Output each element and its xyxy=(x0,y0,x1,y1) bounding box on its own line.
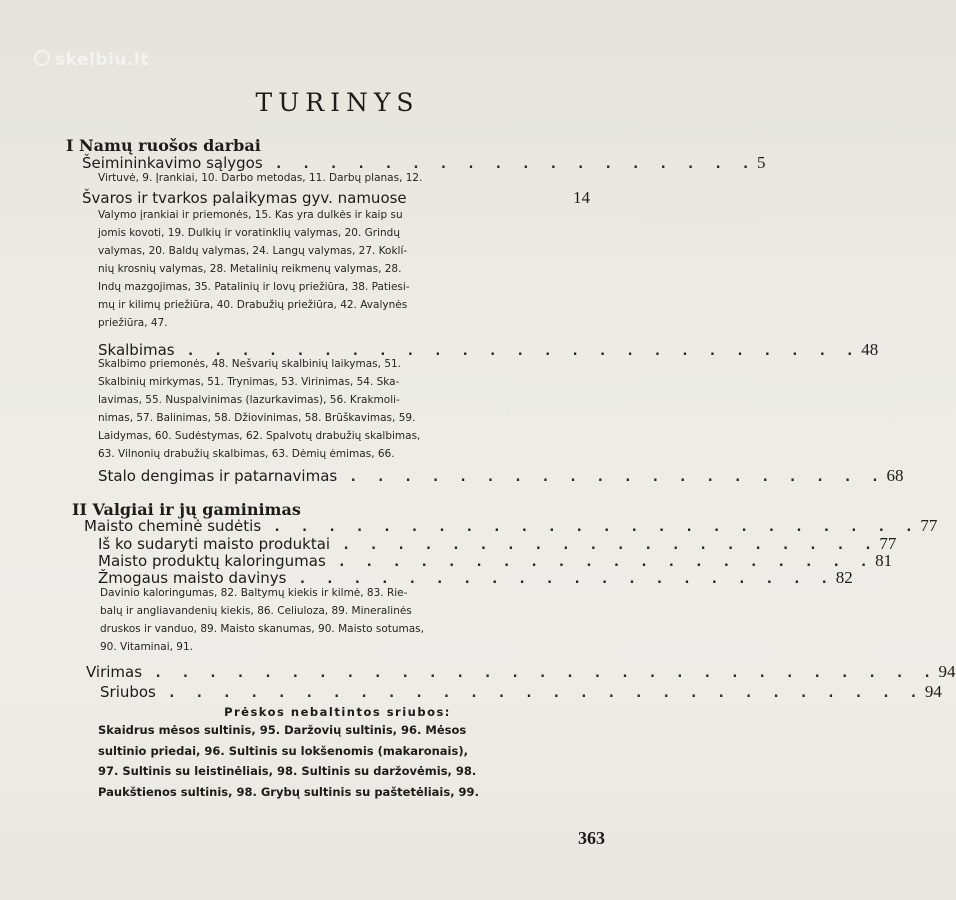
toc-entry-page: 48 xyxy=(861,340,879,359)
toc-entry-label: Stalo dengimas ir patarnavimas xyxy=(98,467,338,485)
toc-entry-label: Žmogaus maisto davinys xyxy=(98,569,287,587)
dot-leader: . . . . . . . . . . . . . . . . . . . . xyxy=(337,470,887,485)
dot-leader: . . . . . . . . . . . . . . . . . . . . . . . . . . . . xyxy=(155,686,925,701)
toc-entry-details: Davinio kaloringumas, 82. Baltymų kiekis ir kilmė, 83. Rie- balų ir angliavandenių kiekis, 86. Celiuloza, 89. Mineralinės druskos ir vanduo, 89. Maisto skanumas, 90. Maisto sotumas, 90. Vitaminai, 91. xyxy=(100,587,424,653)
toc-entry-page: 77 xyxy=(879,534,897,553)
watermark-icon xyxy=(34,50,50,66)
dot-leader: . . . . . . . . . . . . . . . . . . . . xyxy=(325,555,876,570)
dot-leader: . . . . . . . . . . . . . . . . . . . . xyxy=(286,572,836,587)
toc-entry-label: Sriubos xyxy=(100,683,156,701)
subheading: Prėskos nebaltintos sriubos: xyxy=(224,705,451,719)
toc-entry-details: Skalbimo priemonės, 48. Nešvarių skalbinių laikymas, 51. Skalbinių mirkymas, 51. Trynimas, 53. Virinimas, 54. Ska- lavimas, 55. Nuspalvinimas (lazurkavimas), 56. Krakmoli- nimas, 57. Balinimas, 58. Džiovinimas, 58. Brūškavimas, 59. Laidymas, 60. Sudėstymas, 62. Spalvotų drabužių skalbimas, 63. Vilnonių drabužių skalbimas, 63. Dėmių ėmimas, 66. xyxy=(98,358,421,460)
toc-entry-page: 81 xyxy=(875,551,893,570)
toc-entry-label: Virimas xyxy=(86,663,143,681)
toc-entry-page: 82 xyxy=(835,568,853,587)
toc-entry-page: 77 xyxy=(920,516,938,535)
page-number: 363 xyxy=(578,828,605,848)
watermark: skelbiu.lt xyxy=(34,50,149,70)
toc-entry-label: Maisto produktų kaloringumas xyxy=(98,552,326,570)
toc-entry-stalo-dengimas[interactable] xyxy=(98,466,904,486)
toc-entry-page: 5 xyxy=(757,153,766,172)
dot-leader: . . . . . . . . . . . . . . . . . . . . xyxy=(330,538,880,553)
toc-entry-details: Skaidrus mėsos sultinis, 95. Daržovių sultinis, 96. Mėsos sultinio priedai, 96. Sultinis su lokšenomis (makaronais), 97. Sultinis su leistinėliais, 98. Sultinis su daržovėmis, 98. Paukštienos sultinis, 98. Grybų sultinis su paštetėliais, 99. xyxy=(98,723,479,799)
part-heading-2: II Valgiai ir jų gaminimas xyxy=(72,500,301,519)
dot-leader: . . . . . . . . . . . . . . . . . . xyxy=(262,157,758,172)
toc-entry-sriubos[interactable] xyxy=(100,682,942,702)
dot-leader: . . . . . . . . . . . . . . . . . . . . . . . . . . . . . xyxy=(142,666,939,681)
dot-leader: . . . . . . . . . . . . . . . . . . . . . . . . . xyxy=(174,344,862,359)
page-title: TURINYS xyxy=(255,88,420,117)
toc-entry-page: 94 xyxy=(938,662,956,681)
toc-entry-label: Švaros ir tvarkos palaikymas gyv. namuose xyxy=(82,189,407,207)
toc-entry-maisto-chemine[interactable] xyxy=(84,516,938,536)
toc-entry-page: 94 xyxy=(924,682,942,701)
toc-entry-details: Valymo įrankiai ir priemonės, 15. Kas yra dulkės ir kaip su jomis kovoti, 19. Dulkių ir voratinklių valymas, 20. Grindų valymas, 20. Baldų valymas, 24. Langų valymas, 27. Koklí- nių krosnių valymas, 28. Metalinių reikmenų valymas, 28. Indų mazgojimas, 35. Patalinių ir lovų priežiūra, 38. Patiesi- mų ir kilimų priežiūra, 40. Drabužių priežiūra, 42. Avalynės priežiūra, 47. xyxy=(98,209,410,329)
toc-entry-label: Iš ko sudaryti maisto produktai xyxy=(98,535,331,553)
toc-entry-label: Šeimininkavimo sąlygos xyxy=(82,154,263,172)
toc-entry-details: Virtuvė, 9. Įrankiai, 10. Darbo metodas, 11. Darbų planas, 12. xyxy=(98,172,423,184)
toc-entry-label: Maisto cheminė sudėtis xyxy=(84,517,262,535)
toc-entry-svaros[interactable] xyxy=(82,188,590,208)
toc-entry-page: 14 xyxy=(573,188,590,207)
toc-entry-label: Skalbimas xyxy=(98,341,175,359)
part-heading-1: I Namų ruošos darbai xyxy=(66,136,261,155)
toc-entry-page: 68 xyxy=(886,466,904,485)
dot-leader: . . . . . . . . . . . . . . . . . . . . . . . . xyxy=(261,520,921,535)
toc-entry-virimas[interactable] xyxy=(86,662,956,682)
